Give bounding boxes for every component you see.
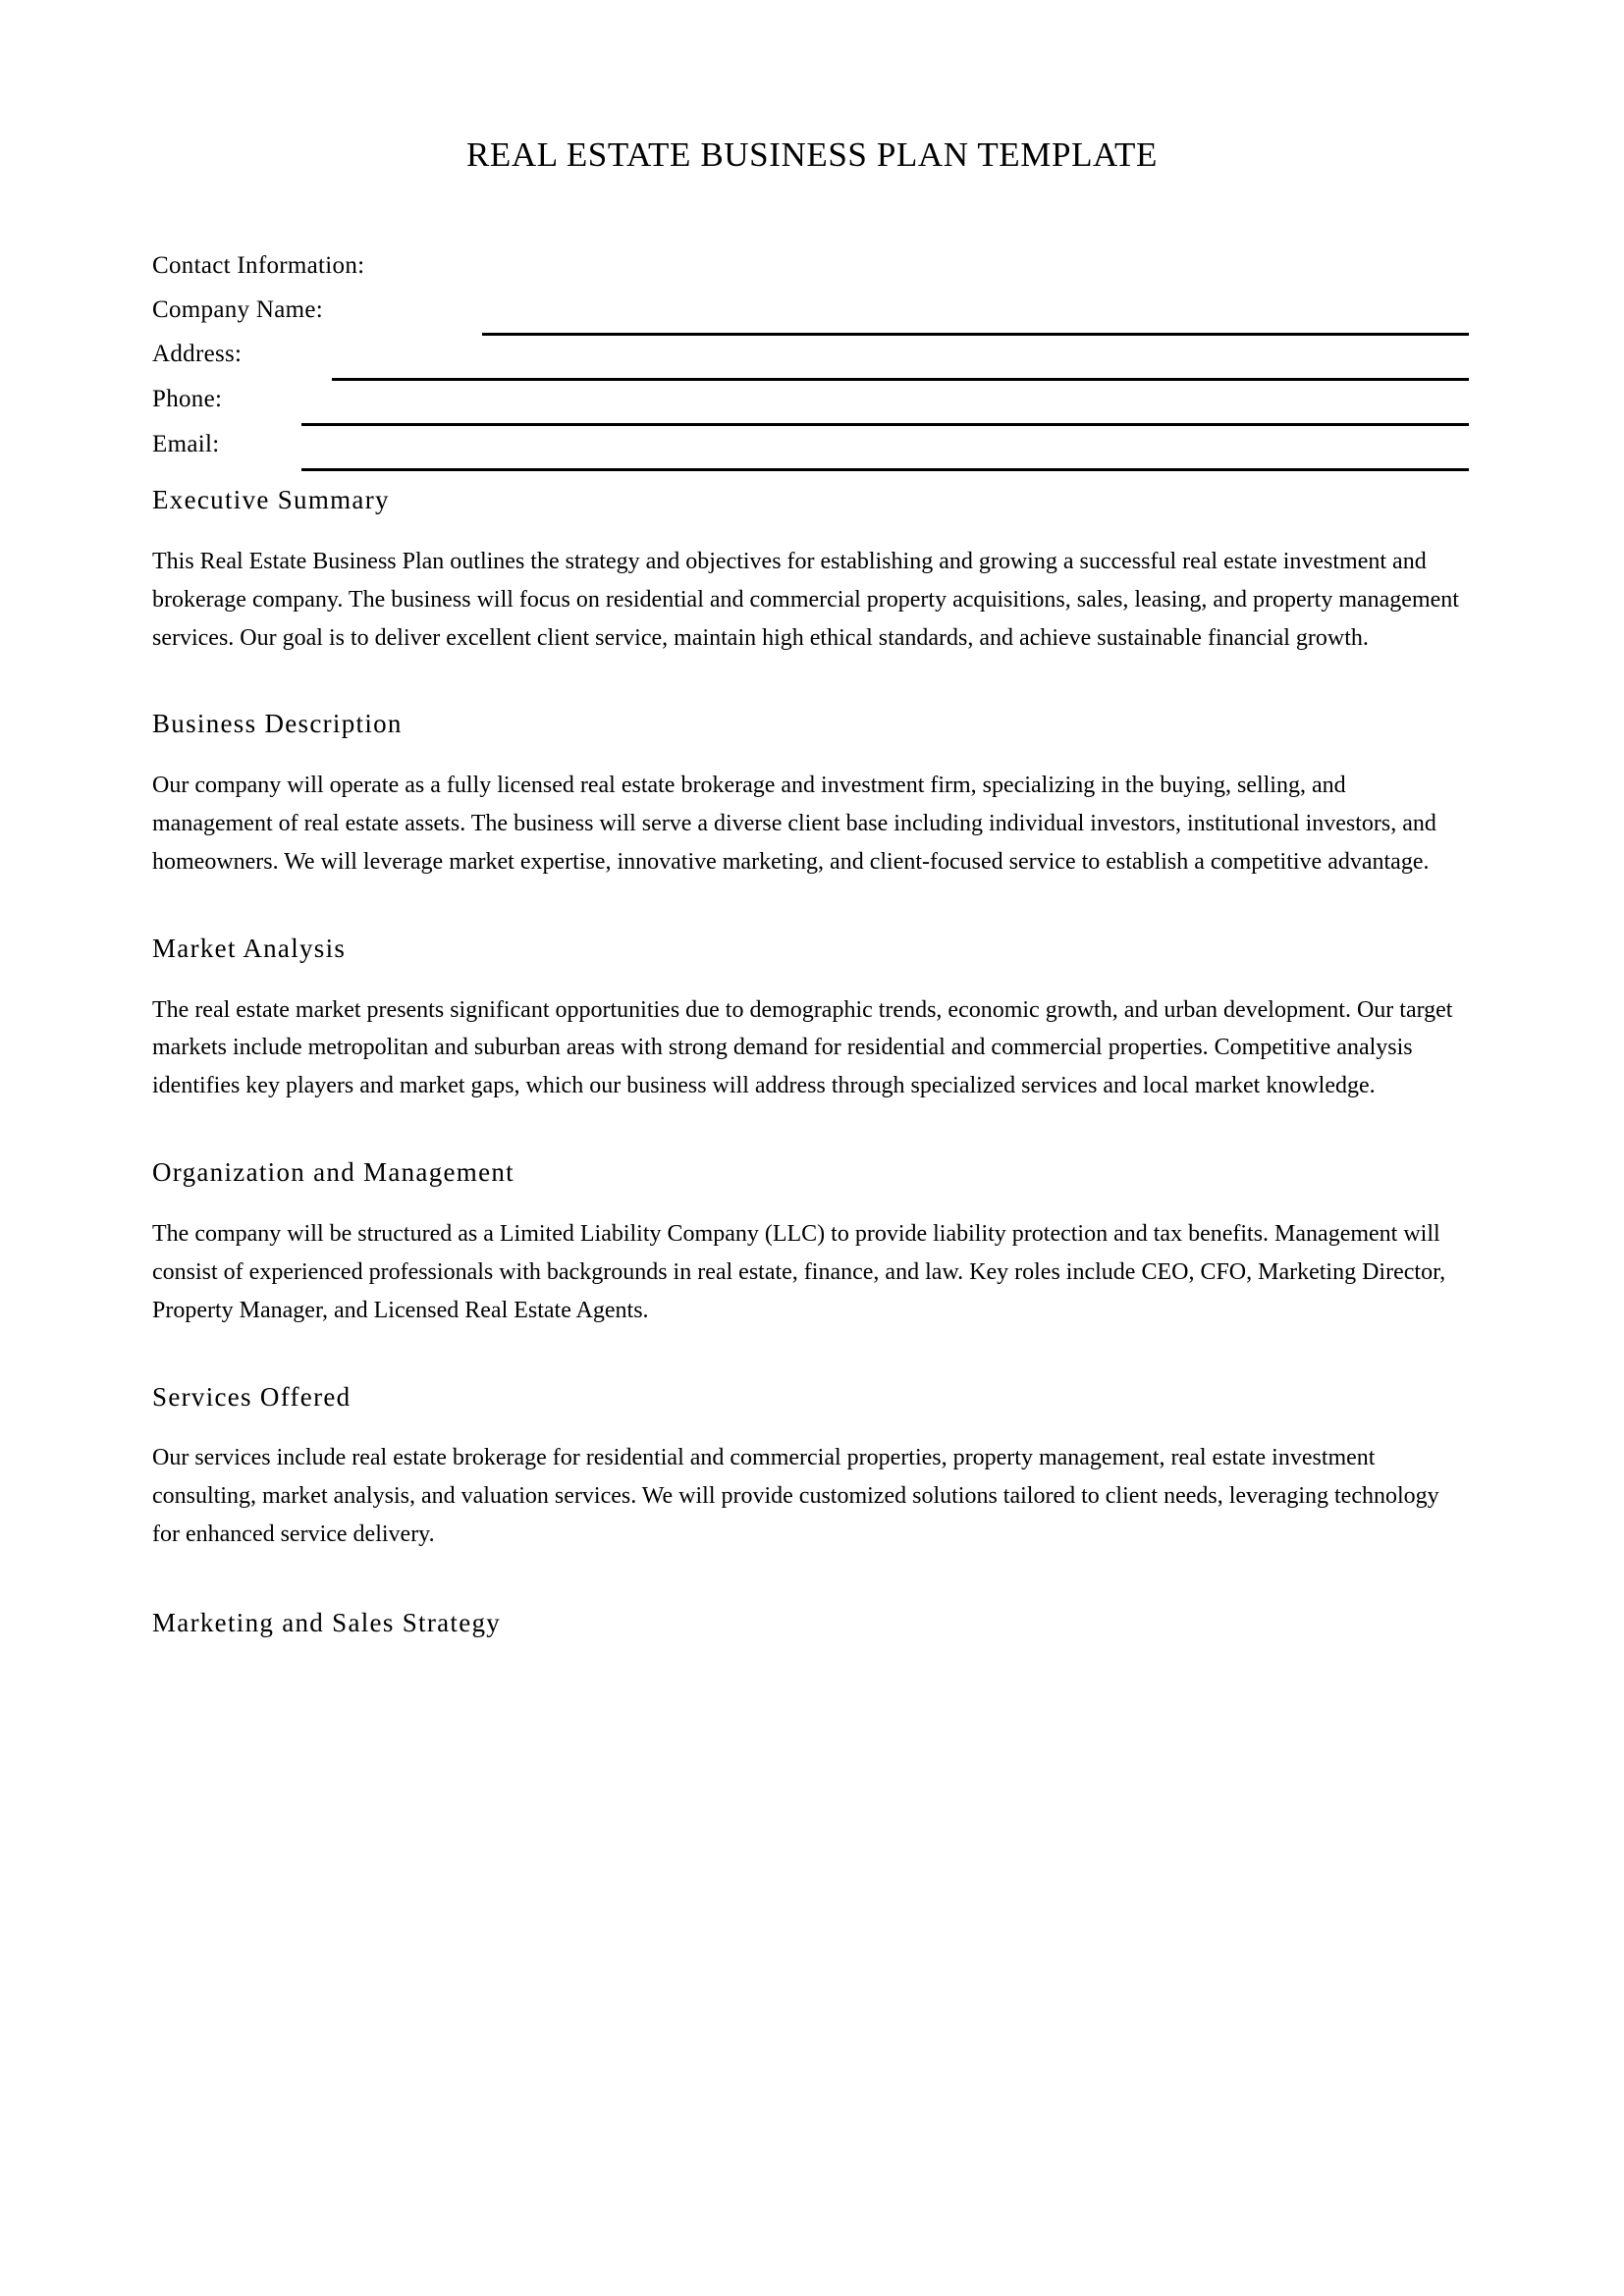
section-heading-organization-and-management: Organization and Management — [152, 1157, 514, 1188]
company-name-fill-line[interactable] — [482, 333, 1469, 336]
document-body — [152, 250, 1469, 1640]
section-organization-and-management — [152, 1156, 1469, 1329]
section-heading-services-offered: Services Offered — [152, 1381, 352, 1412]
address-fill-line[interactable] — [332, 378, 1469, 381]
email-fill-line[interactable] — [301, 468, 1469, 471]
section-services-offered — [152, 1381, 1469, 1554]
section-heading-business-description: Business Description — [152, 709, 403, 739]
section-heading-market-analysis: Market Analysis — [152, 933, 347, 963]
email-label: Email: — [152, 431, 220, 457]
phone-fill-line[interactable] — [301, 423, 1469, 426]
section-body-business-description: Our company will operate as a fully licensed real estate brokerage and investment firm, specializing in the buying, selling, and management of real estate assets. The business will serve a diverse client base including individual investors, institutional investors, and homeowners. We will leverage market expertise, innovative marketing, and client-focused service to establish a competitive advantage. — [152, 773, 1436, 875]
section-marketing-and-sales-strategy — [152, 1607, 1469, 1640]
section-body-market-analysis: The real estate market presents significant opportunities due to demographic trends, economic growth, and urban development. Our target markets include metropolitan and suburban areas with strong demand for residential and commercial properties. Competitive analysis identifies key players and market gaps, which our business will address through specialized services and local market knowledge. — [152, 996, 1453, 1099]
contact-heading-row — [152, 250, 1469, 295]
contact-field-company-name[interactable] — [152, 295, 1469, 341]
section-body-services-offered: Our services include real estate brokerage for residential and commercial properties, property management, real estate investment consulting, market analysis, and valuation services. We will provide customized solutions tailored to client needs, leveraging technology for enhanced service delivery. — [152, 1445, 1439, 1547]
section-business-description — [152, 708, 1469, 881]
section-market-analysis — [152, 933, 1469, 1105]
contact-field-phone[interactable] — [152, 386, 1469, 431]
section-heading-marketing-and-sales-strategy: Marketing and Sales Strategy — [152, 1607, 502, 1637]
section-executive-summary — [152, 484, 1469, 657]
contact-information-heading: Contact Information: — [152, 252, 365, 279]
contact-information-block — [152, 250, 1469, 457]
address-label: Address: — [152, 341, 243, 367]
contact-field-email[interactable] — [152, 431, 1469, 476]
contact-field-address[interactable] — [152, 341, 1469, 386]
company-name-label: Company Name: — [152, 296, 324, 323]
page-title: REAL ESTATE BUSINESS PLAN TEMPLATE — [465, 135, 1159, 175]
section-heading-executive-summary: Executive Summary — [152, 485, 390, 514]
section-body-organization-and-management: The company will be structured as a Limited Liability Company (LLC) to provide liability protection and tax benefits. Management will consist of experienced professionals with backgrounds in real estate, finance, and law. Key roles include CEO, CFO, Marketing Director, Property Manager, and Licensed Real Estate Agents. — [152, 1220, 1446, 1323]
section-body-executive-summary: This Real Estate Business Plan outlines the strategy and objectives for establishing and growing a successful real estate investment and brokerage company. The business will focus on residential and commercial property acquisitions, sales, leasing, and property management services. Our goal is to deliver excellent client service, maintain high ethical standards, and achieve sustainable financial growth. — [152, 548, 1459, 651]
phone-label: Phone: — [152, 386, 223, 412]
